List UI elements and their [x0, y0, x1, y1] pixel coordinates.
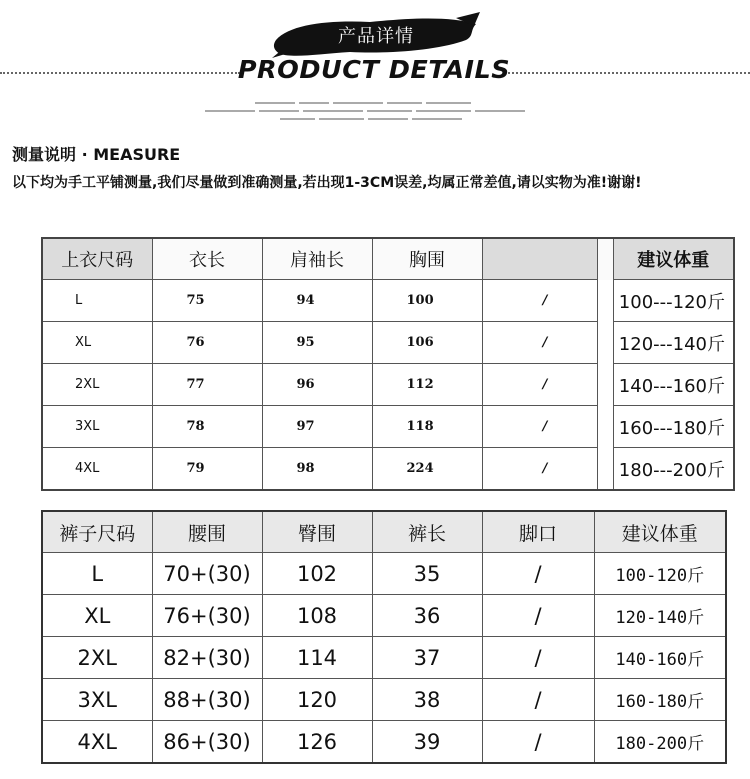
size-cell: L — [42, 553, 152, 595]
table-row — [42, 406, 734, 448]
decorative-fine-print — [280, 108, 470, 111]
header-size: 上衣尺码 — [42, 238, 152, 280]
chest-cell: 118 — [372, 406, 482, 448]
header-length: 衣长 — [152, 238, 262, 280]
length-cell: 79 — [152, 448, 262, 491]
column-gap — [597, 406, 613, 448]
header-chest: 胸围 — [372, 238, 482, 280]
pants-length-cell: 36 — [372, 595, 482, 637]
pants-length-cell: 35 — [372, 553, 482, 595]
product-details-badge: 产品详情 — [338, 26, 414, 47]
header-size: 裤子尺码 — [42, 511, 152, 553]
weight-cell: 120---140斤 — [613, 322, 734, 364]
blank-cell: / — [482, 364, 597, 406]
blank-cell: / — [482, 406, 597, 448]
length-cell: 77 — [152, 364, 262, 406]
size-cell: 3XL — [42, 679, 152, 721]
leg-opening-cell: / — [482, 721, 594, 764]
chest-cell: 112 — [372, 364, 482, 406]
header-hip: 臀围 — [262, 511, 372, 553]
header-blank — [482, 238, 597, 280]
sleeve-cell: 98 — [262, 448, 372, 491]
size-cell: XL — [42, 322, 152, 364]
waist-cell: 88+(30) — [152, 679, 262, 721]
weight-cell: 100---120斤 — [613, 280, 734, 322]
hip-cell: 126 — [262, 721, 372, 764]
leg-opening-cell: / — [482, 553, 594, 595]
length-cell: 76 — [152, 322, 262, 364]
page-title: PRODUCT DETAILS — [237, 55, 511, 84]
hip-cell: 102 — [262, 553, 372, 595]
chest-cell: 100 — [372, 280, 482, 322]
table-row — [42, 448, 734, 491]
table-row — [42, 679, 726, 721]
sleeve-cell: 96 — [262, 364, 372, 406]
hip-cell: 120 — [262, 679, 372, 721]
waist-cell: 86+(30) — [152, 721, 262, 764]
table-header-row — [42, 238, 734, 280]
pants-length-cell: 38 — [372, 679, 482, 721]
hip-cell: 108 — [262, 595, 372, 637]
table-row — [42, 553, 726, 595]
pants-length-cell: 37 — [372, 637, 482, 679]
size-cell: 4XL — [42, 448, 152, 491]
header-sleeve: 肩袖长 — [262, 238, 372, 280]
blank-cell: / — [482, 448, 597, 491]
dotted-divider-right — [508, 72, 750, 74]
top-size-table — [41, 237, 735, 491]
sleeve-cell: 94 — [262, 280, 372, 322]
table-row — [42, 637, 726, 679]
table-row — [42, 322, 734, 364]
sleeve-cell: 95 — [262, 322, 372, 364]
column-gap — [597, 364, 613, 406]
table-row — [42, 280, 734, 322]
chest-cell: 224 — [372, 448, 482, 491]
decorative-fine-print — [205, 100, 550, 103]
weight-cell: 140-160斤 — [594, 637, 726, 679]
leg-opening-cell: / — [482, 637, 594, 679]
hip-cell: 114 — [262, 637, 372, 679]
header-weight: 建议体重 — [594, 511, 726, 553]
table-header-row — [42, 511, 726, 553]
waist-cell: 82+(30) — [152, 637, 262, 679]
column-gap — [597, 322, 613, 364]
header-weight: 建议体重 — [613, 238, 734, 280]
table-row — [42, 721, 726, 764]
weight-cell: 140---160斤 — [613, 364, 734, 406]
table-row — [42, 364, 734, 406]
size-cell: L — [42, 280, 152, 322]
size-cell: 2XL — [42, 637, 152, 679]
weight-cell: 180---200斤 — [613, 448, 734, 491]
column-gap — [597, 238, 613, 280]
waist-cell: 70+(30) — [152, 553, 262, 595]
table-row — [42, 595, 726, 637]
length-cell: 75 — [152, 280, 262, 322]
size-cell: XL — [42, 595, 152, 637]
weight-cell: 100-120斤 — [594, 553, 726, 595]
waist-cell: 76+(30) — [152, 595, 262, 637]
column-gap — [597, 448, 613, 491]
weight-cell: 160-180斤 — [594, 679, 726, 721]
header-pants-length: 裤长 — [372, 511, 482, 553]
header-leg-opening: 脚口 — [482, 511, 594, 553]
blank-cell: / — [482, 322, 597, 364]
pants-length-cell: 39 — [372, 721, 482, 764]
measure-title: 测量说明 · MEASURE — [12, 145, 181, 164]
blank-cell: / — [482, 280, 597, 322]
leg-opening-cell: / — [482, 679, 594, 721]
size-cell: 4XL — [42, 721, 152, 764]
size-cell: 3XL — [42, 406, 152, 448]
column-gap — [597, 280, 613, 322]
length-cell: 78 — [152, 406, 262, 448]
chest-cell: 106 — [372, 322, 482, 364]
weight-cell: 160---180斤 — [613, 406, 734, 448]
decorative-fine-print — [255, 92, 495, 95]
dotted-divider-left — [0, 72, 240, 74]
leg-opening-cell: / — [482, 595, 594, 637]
pants-size-table — [41, 510, 727, 764]
measure-note: 以下均为手工平铺测量,我们尽量做到准确测量,若出现1-3CM误差,均属正常差值,请以实物为准!谢谢! — [12, 175, 642, 191]
size-cell: 2XL — [42, 364, 152, 406]
weight-cell: 180-200斤 — [594, 721, 726, 764]
weight-cell: 120-140斤 — [594, 595, 726, 637]
header-waist: 腰围 — [152, 511, 262, 553]
sleeve-cell: 97 — [262, 406, 372, 448]
